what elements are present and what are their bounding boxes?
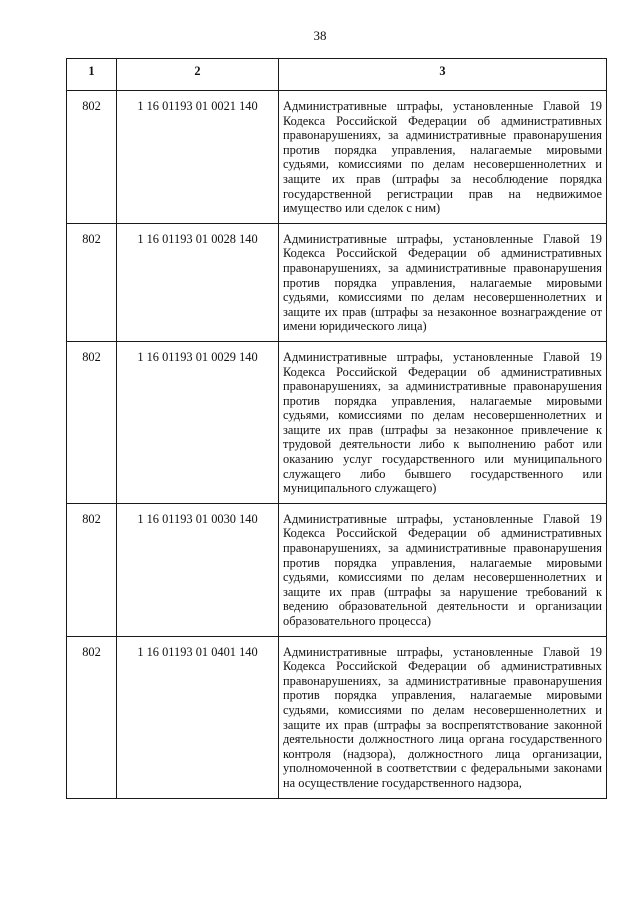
description-cell: Административные штрафы, установленные Главой 19 Кодекса Российской Федерации об административных правонарушениях, за административные правонарушения против порядка управления, налагаемые мировыми судьями, комиссиями по делам несовершеннолетних и защите их прав (штрафы за незаконное вознаграждение от имени юридического лица): [279, 223, 607, 341]
page-number: 38: [313, 28, 327, 43]
description-cell: Административные штрафы, установленные Главой 19 Кодекса Российской Федерации об административных правонарушениях, за административные правонарушения против порядка управления, налагаемые мировыми судьями, комиссиями по делам несовершеннолетних и защите их прав (штрафы за нарушение требований к ведению образовательной деятельности и организации образовательного процесса): [279, 503, 607, 636]
column-header-2: 2: [117, 59, 279, 91]
revenue-code-cell: 1 16 01193 01 0028 140: [117, 223, 279, 341]
budget-code-table: [66, 58, 607, 799]
table-row: [67, 341, 607, 503]
revenue-code-cell: 1 16 01193 01 0021 140: [117, 91, 279, 224]
admin-code-cell: 802: [67, 223, 117, 341]
column-header-1: 1: [67, 59, 117, 91]
admin-code-cell: 802: [67, 503, 117, 636]
description-cell: Административные штрафы, установленные Главой 19 Кодекса Российской Федерации об административных правонарушениях, за административные правонарушения против порядка управления, налагаемые мировыми судьями, комиссиями по делам несовершеннолетних и защите их прав (штрафы за воспрепятствование законной деятельности должностного лица органа государственного контроля (надзора), должностного лица организации, уполномоченной в соответствии с федеральными законами на осуществление государственного надзора,: [279, 636, 607, 798]
admin-code-cell: 802: [67, 91, 117, 224]
table-row: [67, 503, 607, 636]
table-row: [67, 91, 607, 224]
column-header-3: 3: [279, 59, 607, 91]
revenue-code-cell: 1 16 01193 01 0401 140: [117, 636, 279, 798]
admin-code-cell: 802: [67, 636, 117, 798]
description-cell: Административные штрафы, установленные Главой 19 Кодекса Российской Федерации об административных правонарушениях, за административные правонарушения против порядка управления, налагаемые мировыми судьями, комиссиями по делам несовершеннолетних и защите их прав (штрафы за несоблюдение порядка государственной регистрации прав на недвижимое имущество или сделок с ним): [279, 91, 607, 224]
table-row: [67, 223, 607, 341]
revenue-code-cell: 1 16 01193 01 0030 140: [117, 503, 279, 636]
table-row: [67, 636, 607, 798]
description-cell: Административные штрафы, установленные Главой 19 Кодекса Российской Федерации об административных правонарушениях, за административные правонарушения против порядка управления, налагаемые мировыми судьями, комиссиями по делам несовершеннолетних и защите их прав (штрафы за незаконное привлечение к трудовой деятельности либо к выполнению работ или оказанию услуг государственного или муниципального служащего либо бывшего государственного или муниципального служащего): [279, 341, 607, 503]
admin-code-cell: 802: [67, 341, 117, 503]
table-header-row: [67, 59, 607, 91]
revenue-code-cell: 1 16 01193 01 0029 140: [117, 341, 279, 503]
